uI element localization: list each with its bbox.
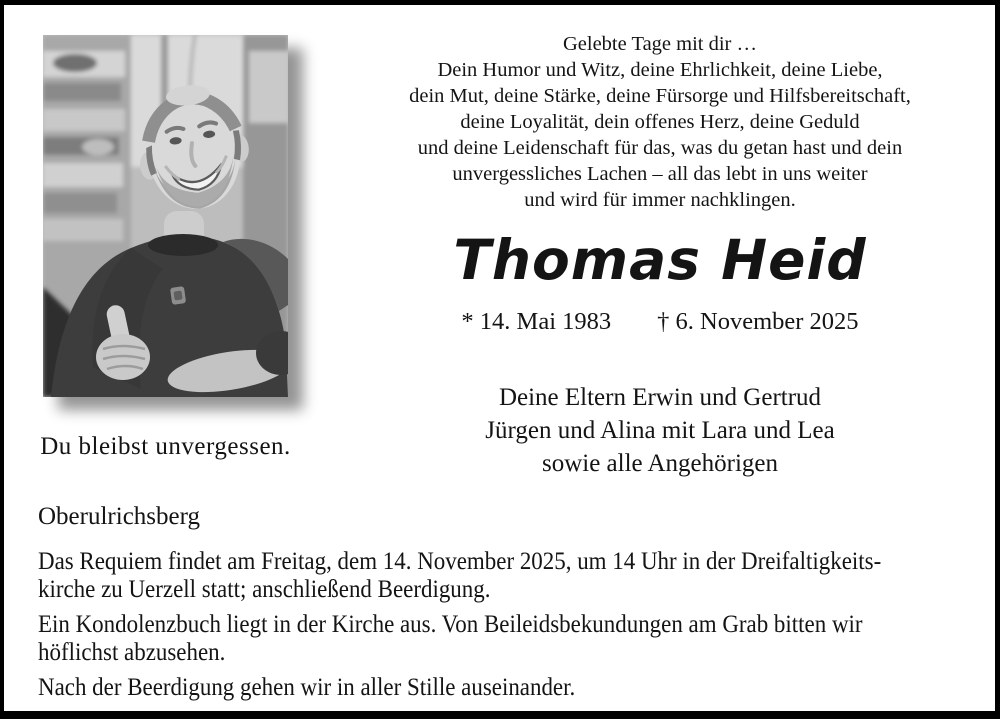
portrait-photo xyxy=(43,35,288,397)
memorial-poem xyxy=(340,31,980,213)
family-line: Jürgen und Alina mit Lara und Lea xyxy=(485,417,835,444)
poem-line: und wird für immer nachklingen. xyxy=(524,189,796,211)
poem-line: unvergessliches Lachen – all das lebt in uns weiter xyxy=(452,163,868,185)
deceased-name: Thomas Heid xyxy=(453,228,867,292)
poem-line: dein Mut, deine Stärke, deine Fürsorge und Hilfsbereitschaft, xyxy=(409,85,911,107)
photo-caption: Du bleibst unvergessen. xyxy=(40,433,291,460)
funeral-info-line: Nach der Beerdigung gehen wir in aller Stille auseinander. xyxy=(38,672,576,701)
funeral-info-paragraph xyxy=(38,610,974,666)
funeral-announcement xyxy=(38,503,978,708)
family-names xyxy=(340,381,980,480)
funeral-info xyxy=(38,547,974,701)
location-line: Oberulrichsberg xyxy=(38,503,200,530)
poem-line: deine Loyalität, dein offenes Herz, deine Geduld xyxy=(460,111,860,133)
funeral-info-paragraph xyxy=(38,673,974,701)
portrait-photo-illustration xyxy=(43,35,288,397)
poem-line: Dein Humor und Witz, deine Ehrlichkeit, deine Liebe, xyxy=(437,59,883,81)
funeral-info-line: Ein Kondolenzbuch liegt in der Kirche aus. Von Beileidsbekundungen am Grab bitten wir xyxy=(38,609,863,638)
birth-date: * 14. Mai 1983 xyxy=(461,308,612,335)
poem-line: und deine Leidenschaft für das, was du getan hast und dein xyxy=(417,137,903,159)
family-line: Deine Eltern Erwin und Gertrud xyxy=(498,384,822,411)
funeral-info-line: Das Requiem findet am Freitag, dem 14. November 2025, um 14 Uhr in der Dreifaltigkeits- xyxy=(38,546,882,575)
funeral-info-line: höflichst abzusehen. xyxy=(38,637,226,666)
death-date: † 6. November 2025 xyxy=(657,308,859,335)
family-line: sowie alle Angehörigen xyxy=(541,450,779,477)
funeral-info-paragraph xyxy=(38,547,974,603)
poem-line: Gelebte Tage mit dir … xyxy=(562,33,758,55)
memorial-text-column xyxy=(340,31,980,480)
funeral-info-line: kirche zu Uerzell statt; anschließend Beerdigung. xyxy=(38,574,491,603)
life-dates xyxy=(340,307,980,337)
